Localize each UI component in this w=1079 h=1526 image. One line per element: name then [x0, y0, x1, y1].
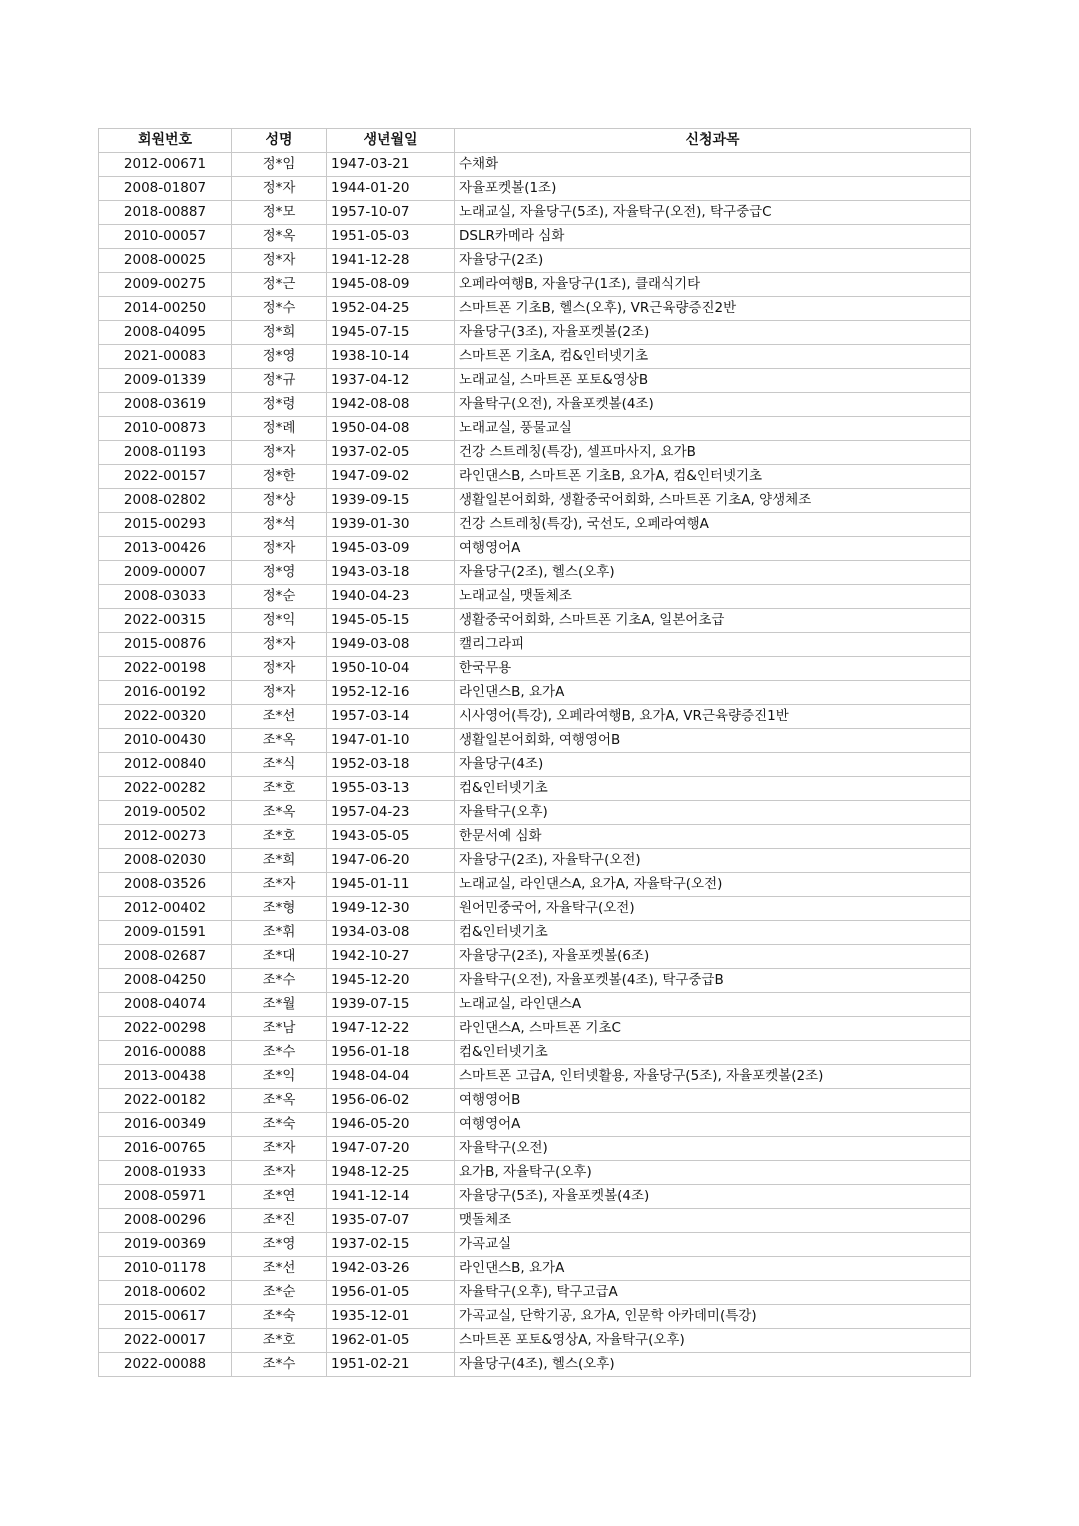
- table-row: [99, 321, 971, 345]
- cell-name: 조*자: [232, 1161, 327, 1185]
- cell-courses: 자율당구(4조): [455, 753, 971, 777]
- cell-name: 정*한: [232, 465, 327, 489]
- cell-courses: 자율당구(3조), 자율포켓볼(2조): [455, 321, 971, 345]
- cell-name: 조*대: [232, 945, 327, 969]
- table-row: [99, 705, 971, 729]
- cell-member-id: 2008-01933: [99, 1161, 232, 1185]
- cell-courses: 자율탁구(오전), 자율포켓볼(4조), 탁구중급B: [455, 969, 971, 993]
- cell-courses: 라인댄스B, 스마트폰 기초B, 요가A, 컴&인터넷기초: [455, 465, 971, 489]
- member-course-table: [98, 128, 971, 1377]
- table-row: [99, 1137, 971, 1161]
- cell-courses: 요가B, 자율탁구(오후): [455, 1161, 971, 1185]
- cell-courses: 자율탁구(오전), 자율포켓볼(4조): [455, 393, 971, 417]
- cell-birthdate: 1949-03-08: [327, 633, 455, 657]
- cell-courses: 자율탁구(오후): [455, 801, 971, 825]
- table-row: [99, 777, 971, 801]
- cell-birthdate: 1949-12-30: [327, 897, 455, 921]
- header-name: 성명: [232, 129, 327, 153]
- cell-courses: 수채화: [455, 153, 971, 177]
- table-row: [99, 1257, 971, 1281]
- cell-name: 조*수: [232, 1041, 327, 1065]
- table-row: [99, 969, 971, 993]
- table-row: [99, 369, 971, 393]
- cell-courses: 자율포켓볼(1조): [455, 177, 971, 201]
- table-row: [99, 273, 971, 297]
- table-row: [99, 1233, 971, 1257]
- cell-birthdate: 1957-03-14: [327, 705, 455, 729]
- cell-member-id: 2010-00057: [99, 225, 232, 249]
- cell-courses: 노래교실, 풍물교실: [455, 417, 971, 441]
- table-row: [99, 633, 971, 657]
- cell-birthdate: 1947-06-20: [327, 849, 455, 873]
- cell-courses: 라인댄스A, 스마트폰 기초C: [455, 1017, 971, 1041]
- cell-courses: 컴&인터넷기초: [455, 777, 971, 801]
- cell-name: 정*임: [232, 153, 327, 177]
- cell-birthdate: 1948-04-04: [327, 1065, 455, 1089]
- table-body: [99, 153, 971, 1377]
- cell-birthdate: 1937-04-12: [327, 369, 455, 393]
- cell-courses: 생활일본어회화, 여행영어B: [455, 729, 971, 753]
- cell-courses: 컴&인터넷기초: [455, 1041, 971, 1065]
- cell-birthdate: 1952-12-16: [327, 681, 455, 705]
- table-row: [99, 1329, 971, 1353]
- cell-birthdate: 1948-12-25: [327, 1161, 455, 1185]
- table-row: [99, 1089, 971, 1113]
- cell-courses: 노래교실, 맷돌체조: [455, 585, 971, 609]
- cell-member-id: 2012-00273: [99, 825, 232, 849]
- cell-courses: 여행영어B: [455, 1089, 971, 1113]
- cell-birthdate: 1957-10-07: [327, 201, 455, 225]
- cell-member-id: 2022-00282: [99, 777, 232, 801]
- cell-birthdate: 1941-12-28: [327, 249, 455, 273]
- cell-courses: 노래교실, 라인댄스A, 요가A, 자율탁구(오전): [455, 873, 971, 897]
- cell-birthdate: 1942-03-26: [327, 1257, 455, 1281]
- cell-birthdate: 1955-03-13: [327, 777, 455, 801]
- table-row: [99, 201, 971, 225]
- table-row: [99, 1113, 971, 1137]
- cell-member-id: 2008-01193: [99, 441, 232, 465]
- cell-birthdate: 1935-07-07: [327, 1209, 455, 1233]
- cell-name: 조*숙: [232, 1113, 327, 1137]
- cell-courses: 자율당구(2조), 헬스(오후): [455, 561, 971, 585]
- cell-birthdate: 1945-01-11: [327, 873, 455, 897]
- cell-name: 조*자: [232, 873, 327, 897]
- table-row: [99, 681, 971, 705]
- cell-name: 조*숙: [232, 1305, 327, 1329]
- cell-birthdate: 1939-09-15: [327, 489, 455, 513]
- cell-name: 조*자: [232, 1137, 327, 1161]
- cell-birthdate: 1934-03-08: [327, 921, 455, 945]
- cell-courses: 자율당구(4조), 헬스(오후): [455, 1353, 971, 1377]
- cell-name: 조*수: [232, 1353, 327, 1377]
- cell-name: 정*옥: [232, 225, 327, 249]
- cell-name: 조*남: [232, 1017, 327, 1041]
- cell-birthdate: 1938-10-14: [327, 345, 455, 369]
- cell-birthdate: 1943-03-18: [327, 561, 455, 585]
- cell-courses: 자율탁구(오전): [455, 1137, 971, 1161]
- cell-member-id: 2016-00765: [99, 1137, 232, 1161]
- cell-birthdate: 1956-06-02: [327, 1089, 455, 1113]
- cell-birthdate: 1947-12-22: [327, 1017, 455, 1041]
- cell-courses: 자율당구(5조), 자율포켓볼(4조): [455, 1185, 971, 1209]
- cell-name: 조*휘: [232, 921, 327, 945]
- cell-member-id: 2022-00198: [99, 657, 232, 681]
- cell-name: 조*호: [232, 825, 327, 849]
- table-row: [99, 945, 971, 969]
- cell-member-id: 2018-00602: [99, 1281, 232, 1305]
- table-row: [99, 465, 971, 489]
- cell-courses: 시사영어(특강), 오페라여행B, 요가A, VR근육량증진1반: [455, 705, 971, 729]
- table-row: [99, 1353, 971, 1377]
- cell-birthdate: 1939-07-15: [327, 993, 455, 1017]
- table-row: [99, 513, 971, 537]
- cell-courses: 스마트폰 포토&영상A, 자율탁구(오후): [455, 1329, 971, 1353]
- cell-courses: 라인댄스B, 요가A: [455, 1257, 971, 1281]
- cell-courses: 생활중국어회화, 스마트폰 기초A, 일본어초급: [455, 609, 971, 633]
- cell-birthdate: 1945-12-20: [327, 969, 455, 993]
- cell-member-id: 2010-00430: [99, 729, 232, 753]
- cell-courses: 노래교실, 라인댄스A: [455, 993, 971, 1017]
- cell-courses: 건강 스트레칭(특강), 셀프마사지, 요가B: [455, 441, 971, 465]
- cell-member-id: 2009-01591: [99, 921, 232, 945]
- cell-birthdate: 1962-01-05: [327, 1329, 455, 1353]
- cell-courses: 여행영어A: [455, 537, 971, 561]
- cell-name: 조*연: [232, 1185, 327, 1209]
- cell-member-id: 2008-02802: [99, 489, 232, 513]
- cell-birthdate: 1950-04-08: [327, 417, 455, 441]
- cell-name: 정*령: [232, 393, 327, 417]
- cell-name: 정*석: [232, 513, 327, 537]
- table-row: [99, 1209, 971, 1233]
- cell-member-id: 2021-00083: [99, 345, 232, 369]
- cell-member-id: 2010-01178: [99, 1257, 232, 1281]
- table-row: [99, 993, 971, 1017]
- cell-birthdate: 1937-02-15: [327, 1233, 455, 1257]
- table-row: [99, 1017, 971, 1041]
- cell-name: 정*자: [232, 633, 327, 657]
- table-row: [99, 753, 971, 777]
- cell-courses: 스마트폰 기초A, 컴&인터넷기초: [455, 345, 971, 369]
- cell-member-id: 2012-00402: [99, 897, 232, 921]
- table-row: [99, 177, 971, 201]
- cell-courses: 자율당구(2조), 자율탁구(오전): [455, 849, 971, 873]
- cell-name: 조*옥: [232, 801, 327, 825]
- cell-courses: 생활일본어회화, 생활중국어회화, 스마트폰 기초A, 양생체조: [455, 489, 971, 513]
- cell-birthdate: 1940-04-23: [327, 585, 455, 609]
- cell-name: 조*옥: [232, 729, 327, 753]
- table-row: [99, 609, 971, 633]
- cell-name: 조*선: [232, 1257, 327, 1281]
- cell-courses: 캘리그라피: [455, 633, 971, 657]
- cell-courses: DSLR카메라 심화: [455, 225, 971, 249]
- cell-courses: 한문서예 심화: [455, 825, 971, 849]
- cell-member-id: 2008-02030: [99, 849, 232, 873]
- cell-member-id: 2016-00088: [99, 1041, 232, 1065]
- table-row: [99, 393, 971, 417]
- table-row: [99, 873, 971, 897]
- cell-courses: 노래교실, 자율당구(5조), 자율탁구(오전), 탁구중급C: [455, 201, 971, 225]
- cell-birthdate: 1952-03-18: [327, 753, 455, 777]
- cell-courses: 오페라여행B, 자율당구(1조), 클래식기타: [455, 273, 971, 297]
- table-row: [99, 585, 971, 609]
- cell-member-id: 2022-00017: [99, 1329, 232, 1353]
- table-header-row: [99, 129, 971, 153]
- cell-name: 조*형: [232, 897, 327, 921]
- cell-birthdate: 1945-07-15: [327, 321, 455, 345]
- cell-name: 정*익: [232, 609, 327, 633]
- table-row: [99, 537, 971, 561]
- cell-birthdate: 1950-10-04: [327, 657, 455, 681]
- cell-member-id: 2022-00320: [99, 705, 232, 729]
- cell-birthdate: 1946-05-20: [327, 1113, 455, 1137]
- cell-courses: 건강 스트레칭(특강), 국선도, 오페라여행A: [455, 513, 971, 537]
- cell-name: 조*옥: [232, 1089, 327, 1113]
- cell-member-id: 2015-00293: [99, 513, 232, 537]
- cell-member-id: 2019-00369: [99, 1233, 232, 1257]
- cell-birthdate: 1942-10-27: [327, 945, 455, 969]
- cell-member-id: 2008-00296: [99, 1209, 232, 1233]
- table-row: [99, 153, 971, 177]
- cell-name: 정*자: [232, 177, 327, 201]
- cell-member-id: 2013-00426: [99, 537, 232, 561]
- cell-birthdate: 1947-03-21: [327, 153, 455, 177]
- cell-name: 정*순: [232, 585, 327, 609]
- table-row: [99, 1281, 971, 1305]
- cell-birthdate: 1951-05-03: [327, 225, 455, 249]
- cell-courses: 맷돌체조: [455, 1209, 971, 1233]
- cell-courses: 스마트폰 고급A, 인터넷활용, 자율당구(5조), 자율포켓볼(2조): [455, 1065, 971, 1089]
- cell-birthdate: 1956-01-05: [327, 1281, 455, 1305]
- cell-courses: 자율당구(2조), 자율포켓볼(6조): [455, 945, 971, 969]
- cell-member-id: 2008-04074: [99, 993, 232, 1017]
- cell-courses: 자율탁구(오후), 탁구고급A: [455, 1281, 971, 1305]
- cell-birthdate: 1942-08-08: [327, 393, 455, 417]
- cell-courses: 가곡교실, 단학기공, 요가A, 인문학 아카데미(특강): [455, 1305, 971, 1329]
- cell-courses: 컴&인터넷기초: [455, 921, 971, 945]
- cell-member-id: 2015-00617: [99, 1305, 232, 1329]
- cell-courses: 한국무용: [455, 657, 971, 681]
- table-row: [99, 561, 971, 585]
- cell-name: 조*진: [232, 1209, 327, 1233]
- cell-name: 조*호: [232, 1329, 327, 1353]
- header-birthdate: 생년월일: [327, 129, 455, 153]
- cell-member-id: 2013-00438: [99, 1065, 232, 1089]
- cell-member-id: 2008-04095: [99, 321, 232, 345]
- cell-birthdate: 1956-01-18: [327, 1041, 455, 1065]
- cell-member-id: 2012-00840: [99, 753, 232, 777]
- cell-name: 정*모: [232, 201, 327, 225]
- cell-birthdate: 1935-12-01: [327, 1305, 455, 1329]
- cell-member-id: 2008-03526: [99, 873, 232, 897]
- table-row: [99, 729, 971, 753]
- cell-member-id: 2022-00298: [99, 1017, 232, 1041]
- cell-name: 정*자: [232, 681, 327, 705]
- cell-birthdate: 1939-01-30: [327, 513, 455, 537]
- cell-birthdate: 1945-08-09: [327, 273, 455, 297]
- cell-member-id: 2008-04250: [99, 969, 232, 993]
- cell-courses: 노래교실, 스마트폰 포토&영상B: [455, 369, 971, 393]
- cell-name: 정*자: [232, 537, 327, 561]
- cell-member-id: 2008-05971: [99, 1185, 232, 1209]
- cell-name: 정*희: [232, 321, 327, 345]
- cell-name: 조*월: [232, 993, 327, 1017]
- table-row: [99, 1185, 971, 1209]
- cell-member-id: 2014-00250: [99, 297, 232, 321]
- cell-name: 정*영: [232, 345, 327, 369]
- cell-name: 조*희: [232, 849, 327, 873]
- cell-name: 조*선: [232, 705, 327, 729]
- cell-member-id: 2022-00157: [99, 465, 232, 489]
- header-member-id: 회원번호: [99, 129, 232, 153]
- table-row: [99, 1041, 971, 1065]
- table-row: [99, 1065, 971, 1089]
- cell-member-id: 2016-00349: [99, 1113, 232, 1137]
- cell-birthdate: 1943-05-05: [327, 825, 455, 849]
- cell-name: 정*자: [232, 441, 327, 465]
- cell-name: 조*호: [232, 777, 327, 801]
- table-row: [99, 1161, 971, 1185]
- table-row: [99, 225, 971, 249]
- cell-birthdate: 1941-12-14: [327, 1185, 455, 1209]
- cell-name: 정*례: [232, 417, 327, 441]
- table-row: [99, 417, 971, 441]
- cell-member-id: 2022-00088: [99, 1353, 232, 1377]
- cell-birthdate: 1945-03-09: [327, 537, 455, 561]
- cell-member-id: 2008-03619: [99, 393, 232, 417]
- cell-courses: 여행영어A: [455, 1113, 971, 1137]
- cell-member-id: 2015-00876: [99, 633, 232, 657]
- cell-member-id: 2018-00887: [99, 201, 232, 225]
- table-row: [99, 801, 971, 825]
- cell-birthdate: 1947-07-20: [327, 1137, 455, 1161]
- cell-member-id: 2012-00671: [99, 153, 232, 177]
- cell-name: 정*영: [232, 561, 327, 585]
- cell-member-id: 2008-03033: [99, 585, 232, 609]
- table-row: [99, 897, 971, 921]
- table-row: [99, 825, 971, 849]
- cell-member-id: 2008-02687: [99, 945, 232, 969]
- cell-courses: 원어민중국어, 자율탁구(오전): [455, 897, 971, 921]
- cell-name: 정*자: [232, 249, 327, 273]
- table-row: [99, 249, 971, 273]
- cell-courses: 라인댄스B, 요가A: [455, 681, 971, 705]
- cell-name: 조*익: [232, 1065, 327, 1089]
- cell-birthdate: 1945-05-15: [327, 609, 455, 633]
- table-row: [99, 849, 971, 873]
- cell-name: 조*수: [232, 969, 327, 993]
- cell-name: 조*식: [232, 753, 327, 777]
- cell-courses: 자율당구(2조): [455, 249, 971, 273]
- cell-member-id: 2016-00192: [99, 681, 232, 705]
- cell-birthdate: 1944-01-20: [327, 177, 455, 201]
- header-courses: 신청과목: [455, 129, 971, 153]
- table-row: [99, 1305, 971, 1329]
- cell-birthdate: 1947-09-02: [327, 465, 455, 489]
- cell-member-id: 2022-00182: [99, 1089, 232, 1113]
- table-row: [99, 297, 971, 321]
- cell-name: 정*수: [232, 297, 327, 321]
- cell-name: 조*영: [232, 1233, 327, 1257]
- table-row: [99, 489, 971, 513]
- cell-courses: 가곡교실: [455, 1233, 971, 1257]
- cell-member-id: 2009-00275: [99, 273, 232, 297]
- cell-birthdate: 1937-02-05: [327, 441, 455, 465]
- table-row: [99, 345, 971, 369]
- cell-birthdate: 1951-02-21: [327, 1353, 455, 1377]
- cell-member-id: 2009-01339: [99, 369, 232, 393]
- cell-member-id: 2022-00315: [99, 609, 232, 633]
- table-row: [99, 441, 971, 465]
- cell-birthdate: 1952-04-25: [327, 297, 455, 321]
- cell-name: 정*근: [232, 273, 327, 297]
- cell-member-id: 2010-00873: [99, 417, 232, 441]
- cell-member-id: 2019-00502: [99, 801, 232, 825]
- cell-birthdate: 1947-01-10: [327, 729, 455, 753]
- table-row: [99, 657, 971, 681]
- cell-member-id: 2008-01807: [99, 177, 232, 201]
- cell-name: 정*자: [232, 657, 327, 681]
- cell-name: 정*상: [232, 489, 327, 513]
- cell-courses: 스마트폰 기초B, 헬스(오후), VR근육량증진2반: [455, 297, 971, 321]
- cell-name: 조*순: [232, 1281, 327, 1305]
- cell-member-id: 2009-00007: [99, 561, 232, 585]
- cell-member-id: 2008-00025: [99, 249, 232, 273]
- table-row: [99, 921, 971, 945]
- cell-birthdate: 1957-04-23: [327, 801, 455, 825]
- cell-name: 정*규: [232, 369, 327, 393]
